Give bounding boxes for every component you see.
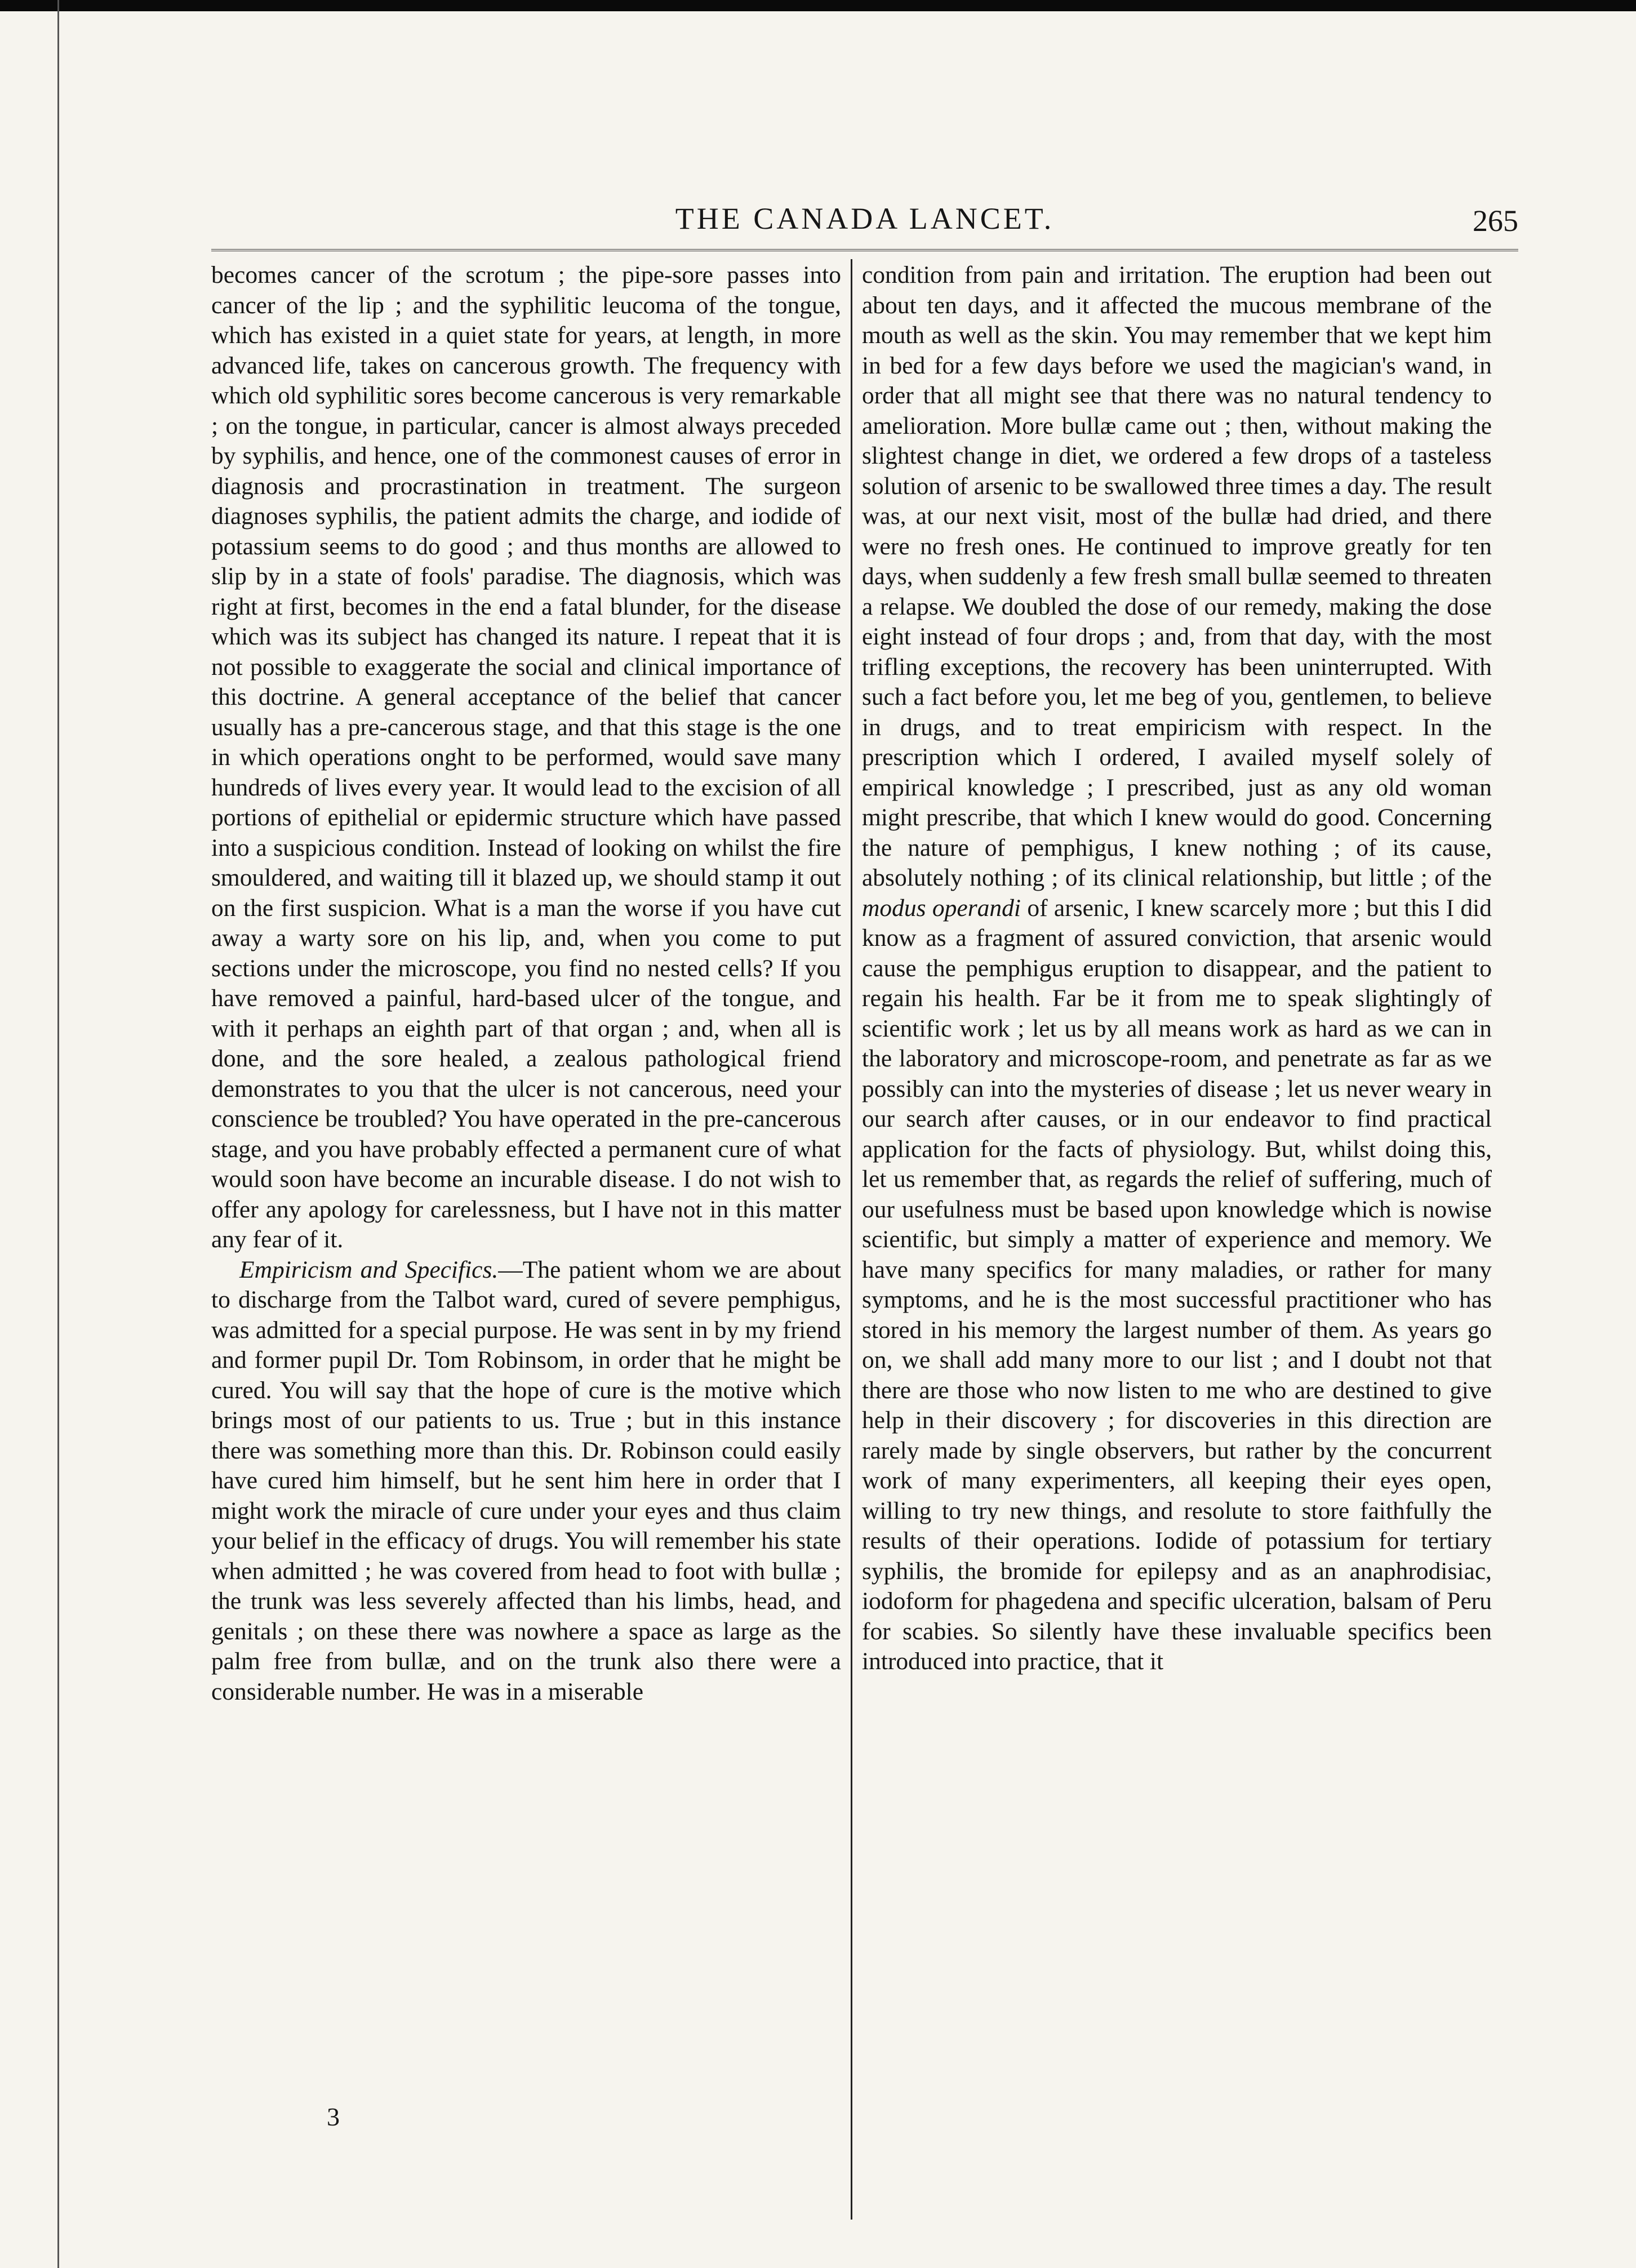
signature-mark: 3 bbox=[327, 2102, 340, 2131]
empiricism-paragraph bbox=[211, 1255, 841, 1707]
italic-phrase: modus operandi bbox=[862, 894, 1021, 922]
right-paragraph-text-a: condition from pain and irritation. The eruption had been out about ten days, and it affected the mucous membrane of the mouth as well as the skin. You may remember that we kept him in bed for a few days before we used the magician's wand, in order that all might see that there was no natural tendency to amelioration. More bullæ came out ; then, without making the slightest change in diet, we ordered a few drops of a tasteless solution of arsenic to be swallowed three times a day. The result was, at our next visit, most of the bullæ had dried, and there were no fresh ones. He continued to improve greatly for ten days, when suddenly a few fresh small bullæ seemed to threaten a relapse. We doubled the dose of our remedy, making the dose eight instead of four drops ; and, from that day, with the most trifling exceptions, the recovery has been uninterrupted. With such a fact before you, let me beg of you, gentlemen, to believe in drugs, and to treat empiricism with respect. In the prescription which I ordered, I availed myself solely of empirical knowledge ; I prescribed, just as any old woman might prescribe, that which I knew would do good. Concerning the nature of pemphigus, I knew nothing ; of its cause, absolutely nothing ; of its clinical relationship, but little ; of the bbox=[862, 261, 1492, 891]
header-rule bbox=[211, 249, 1518, 251]
right-paragraph-text-b: of arsenic, I knew scarcely more ; but this I did know as a fragment of assured conviction, that arsenic would cause the pemphigus eruption to disappear, and the patient to regain his health. Far be it from me to speak slightingly of scientific work ; let us by all means work as hard as we can in the laboratory and microscope-room, and penetrate as far as we possibly can into the mysteries of disease ; let us never weary in our search after causes, or in our endeavor to find practical application for the facts of physiology. But, whilst doing this, let us remember that, as regards the relief of suffering, much of our usefulness must be based upon knowledge which is nowise scientific, but simply a matter of experience and memory. We have many specifics for many maladies, or rather for many symptoms, and he is the most successful practitioner who has stored in his memory the largest number of them. As years go on, we shall add many more to our list ; and I doubt not that there are those who now listen to me who are destined to give help in their discovery ; for discoveries in this direction are rarely made by single observers, but rather by the concurrent work of many experimenters, all keeping their eyes open, willing to try new things, and resolute to store faithfully the results of their operations. Iodide of potassium for tertiary syphilis, the bromide for epilepsy and as an anaphrodisiac, iodoform for phagedena and specific ulceration, balsam of Peru for scabies. So silently have these invaluable specifics been introduced into practice, that it bbox=[862, 894, 1492, 1675]
top-edge-rule bbox=[0, 0, 1636, 11]
column-divider bbox=[851, 259, 852, 2220]
section-heading: Empiricism and Specifics. bbox=[239, 1256, 499, 1283]
right-paragraph bbox=[862, 260, 1492, 1677]
page-number: 265 bbox=[1473, 204, 1518, 238]
right-column bbox=[862, 260, 1492, 1677]
empiricism-paragraph-text: —The patient whom we are about to discharge from the Talbot ward, cured of severe pemphigus, was admitted for a special purpose. He was sent in by my friend and former pupil Dr. Tom Robinsom, in order that he might be cured. You will say that the hope of cure is the motive which brings most of our patients to us. True ; but in this instance there was something more than this. Dr. Robinson could easily have cured him himself, but he sent him here in order that I might work the miracle of cure under your eyes and thus claim your belief in the efficacy of drugs. You will remember his state when admitted ; he was covered from head to foot with bullæ ; the trunk was less severely affected than his limbs, head, and genitals ; on these there was nowhere a space as large as the palm free from bullæ, and on the trunk also there were a considerable number. He was in a miserable bbox=[211, 1256, 841, 1705]
journal-title: THE CANADA LANCET. bbox=[675, 202, 1055, 235]
left-paragraph-continuation: becomes cancer of the scrotum ; the pipe-sore passes into cancer of the lip ; and the syphilitic leucoma of the tongue, which has existed in a quiet state for years, at length, in more advanced life, takes on cancerous growth. The frequency with which old syphilitic sores become cancerous is very remarkable ; on the tongue, in particular, cancer is almost always preceded by syphilis, and hence, one of the commonest causes of error in diagnosis and procrastination in treatment. The surgeon diagnoses syphilis, the patient admits the charge, and iodide of potassium seems to do good ; and thus months are allowed to slip by in a state of fools' paradise. The diagnosis, which was right at first, becomes in the end a fatal blunder, for the disease which was its subject has changed its nature. I repeat that it is not possible to exaggerate the social and clinical importance of this doctrine. A general acceptance of the belief that cancer usually has a pre-cancerous stage, and that this stage is the one in which operations onght to be performed, would save many hundreds of lives every year. It would lead to the excision of all portions of epithelial or epidermic structure which have passed into a suspicious condition. Instead of looking on whilst the fire smouldered, and waiting till it blazed up, we should stamp it out on the first suspicion. What is a man the worse if you have cut away a warty sore on his lip, and, when you come to put sections under the microscope, you find no nested cells? If you have removed a painful, hard-based ulcer of the tongue, and with it perhaps an eighth part of that organ ; and, when all is done, and the sore healed, a zealous pathological friend demonstrates to you that the ulcer is not cancerous, need your conscience be troubled? You have operated in the pre-cancerous stage, and you have probably effected a permanent cure of what would soon have become an incurable disease. I do not wish to offer any apology for carelessness, but I have not in this matter any fear of it. bbox=[211, 261, 841, 1253]
left-column bbox=[211, 260, 841, 1707]
left-margin-rule bbox=[57, 0, 59, 2268]
running-header bbox=[211, 200, 1518, 239]
